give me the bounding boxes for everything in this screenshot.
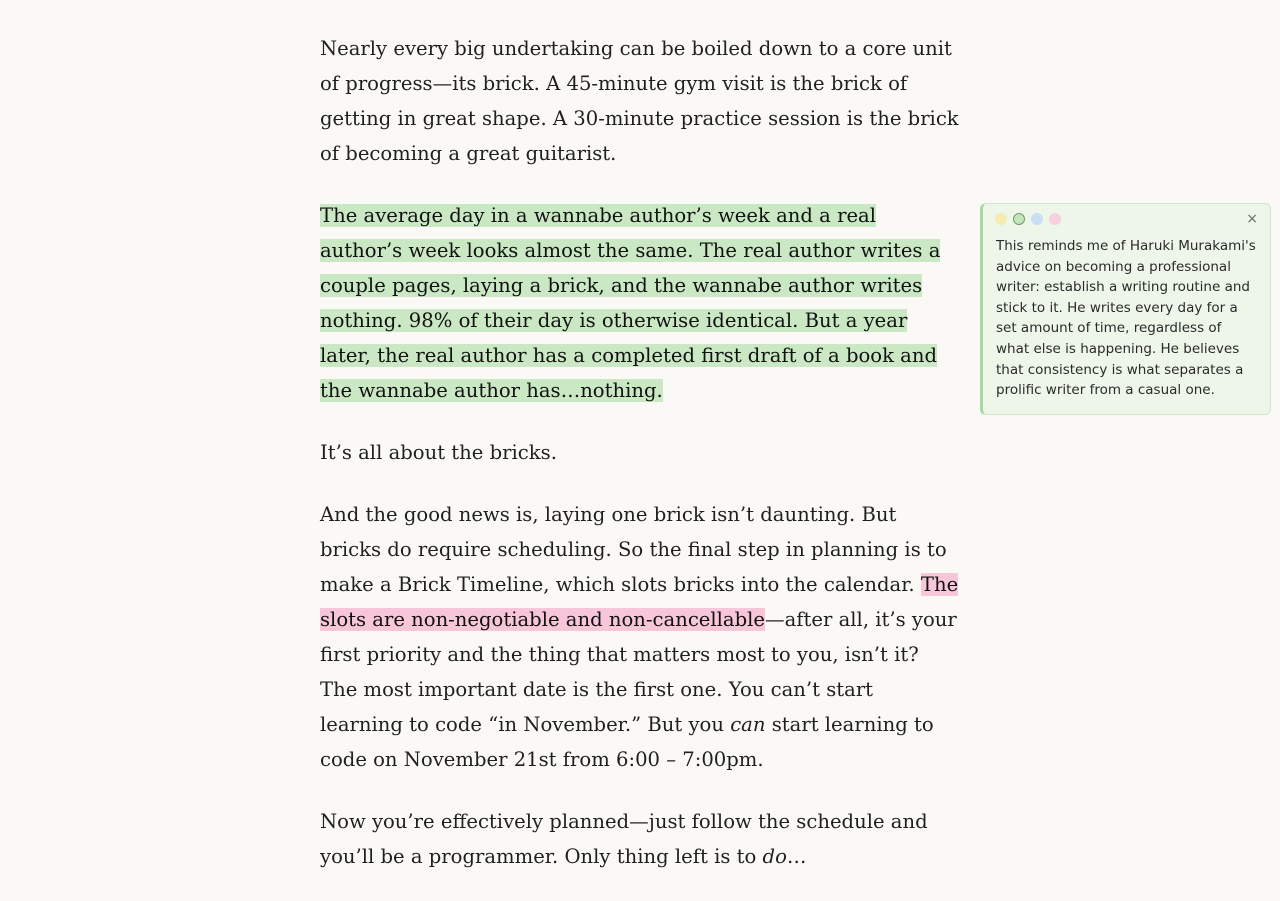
emphasis-do: do: [762, 845, 787, 868]
color-swatch-green[interactable]: [1013, 213, 1025, 225]
note-text[interactable]: This reminds me of Haruki Murakami's advice on becoming a professional writer: establish a writing routine and stick to it. He writes every day for a set amount of time, regardless of what else is happening. He believes that consistency is what separates a prolific writer from a casual one.: [996, 238, 1256, 399]
color-swatch-pink[interactable]: [1049, 213, 1061, 225]
paragraph-4-text-c: start learning to code on November 21st from 6:00 – 7:00pm.: [320, 713, 934, 771]
paragraph-5-text-a: Now you’re effectively planned—just follow the schedule and you’ll be a programmer. Only thing left is to: [320, 810, 928, 868]
paragraph-1: Nearly every big undertaking can be boiled down to a core unit of progress—its brick. A 45-minute gym visit is the brick of getting in great shape. A 30-minute practice session is the brick of becoming a great guitarist.: [320, 37, 959, 165]
paragraph-3: It’s all about the bricks.: [320, 441, 557, 464]
paragraph-4-text-a: And the good news is, laying one brick isn’t daunting. But bricks do require scheduling. So the final step in planning is to make a Brick Timeline, which slots bricks into the calendar.: [320, 503, 947, 596]
highlight-color-picker: [995, 213, 1061, 225]
article-body: [320, 31, 960, 901]
paragraph-2: [320, 198, 960, 408]
highlight-green[interactable]: The average day in a wannabe author’s week and a real author’s week looks almost the same. The real author writes a couple pages, laying a brick, and the wannabe author writes nothing. 98% of their day is otherwise identical. But a year later, the real author has a completed first draft of a book and the wannabe author has…nothing.: [320, 204, 941, 402]
close-icon[interactable]: ×: [1246, 211, 1258, 227]
paragraph-4: [320, 497, 960, 777]
color-swatch-blue[interactable]: [1031, 213, 1043, 225]
emphasis-can: can: [730, 713, 766, 736]
paragraph-5: [320, 804, 960, 874]
color-swatch-yellow[interactable]: [995, 213, 1007, 225]
annotation-note-card[interactable]: [980, 203, 1271, 415]
paragraph-4-text-b: —after all, it’s your first priority and the thing that matters most to you, isn’t it? The most important date is the first one. You can’t start learning to code “in November.” But you: [320, 608, 957, 736]
highlight-pink[interactable]: The slots are non-negotiable and non-cancellable: [320, 573, 959, 631]
paragraph-5-text-b: …: [786, 845, 807, 868]
